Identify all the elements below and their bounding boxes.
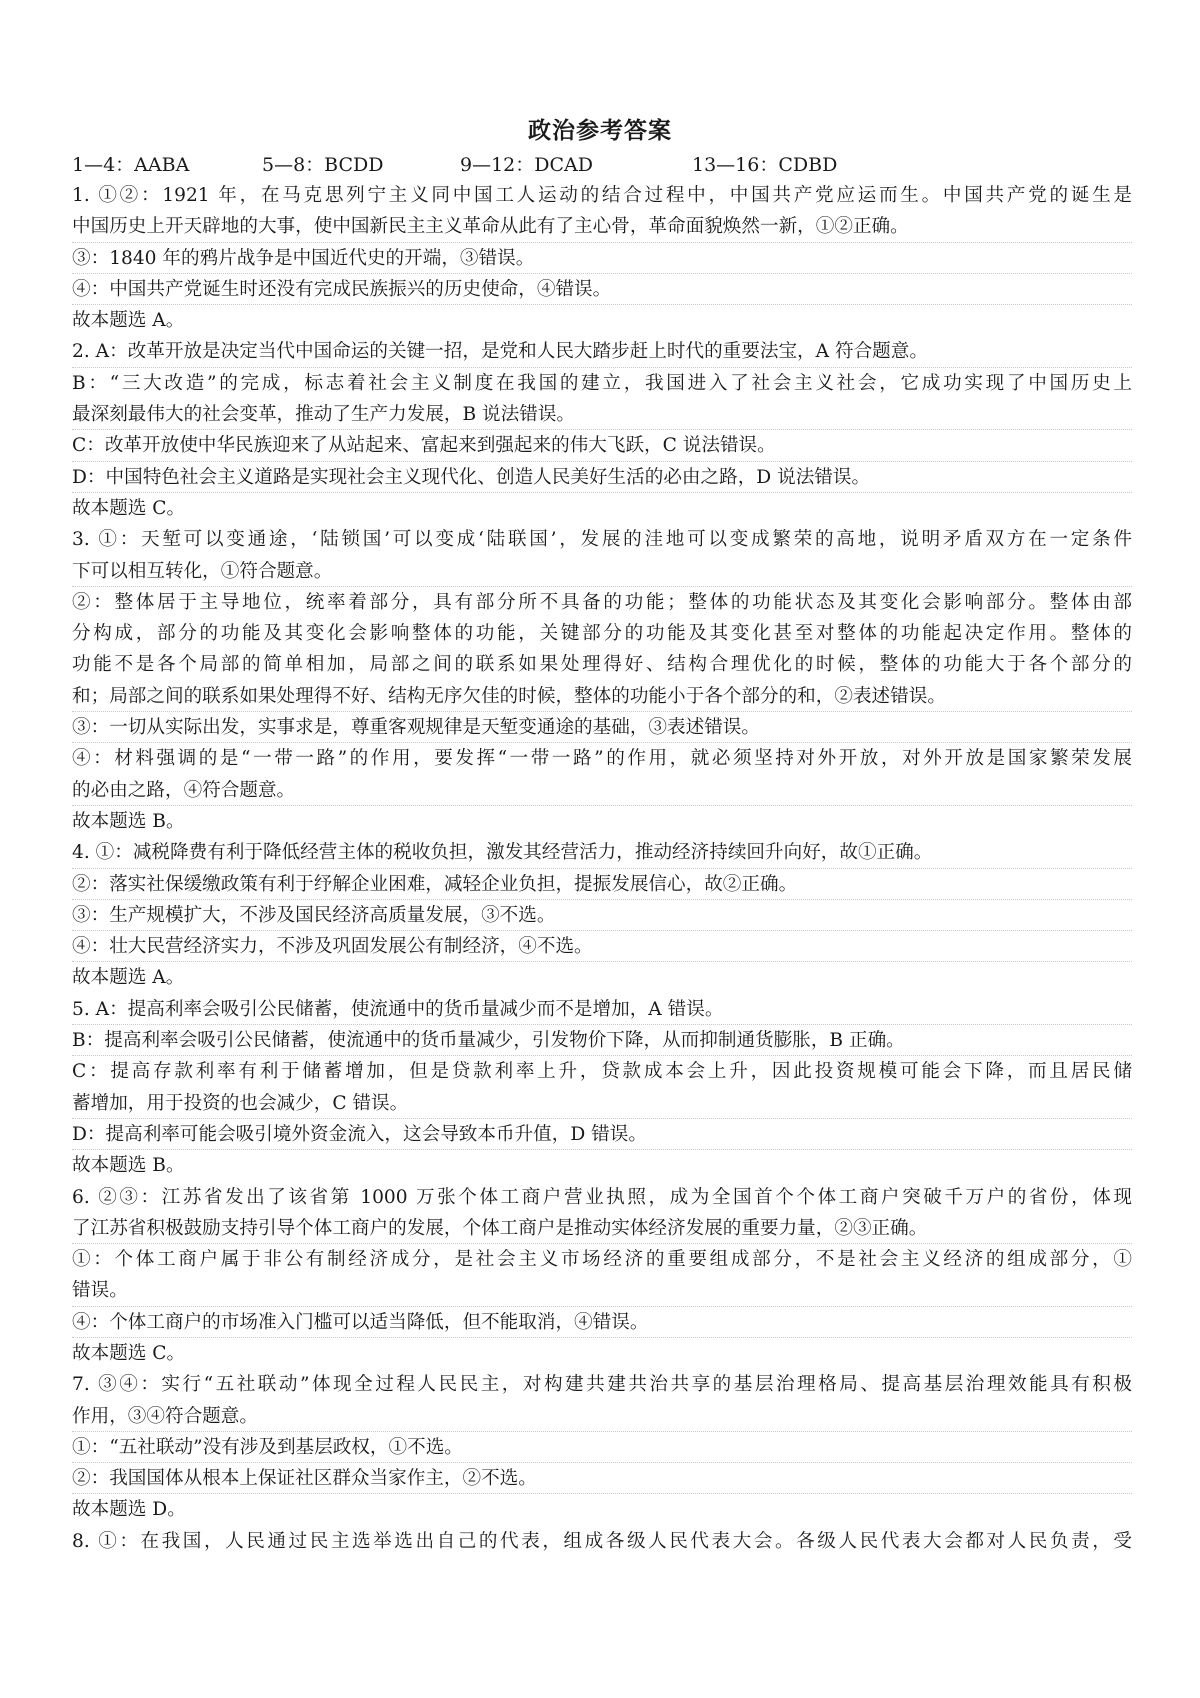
explanation-line: 故本题选 B。	[72, 810, 185, 832]
explanation-line: B：“三大改造”的完成，标志着社会主义制度在我国的建立，我国进入了社会主义社会，它成功实现了中国历史上	[72, 372, 1132, 394]
explanation-line: ④：中国共产党诞生时还没有完成民族振兴的历史使命，④错误。	[72, 274, 1132, 305]
explanation-line: 故本题选 C。	[72, 497, 186, 519]
explanation-line: ③：生产规模扩大，不涉及国民经济高质量发展，③不选。	[72, 900, 1132, 931]
explanation-line: 蓄增加，用于投资的也会减少，C 错误。	[72, 1088, 1132, 1119]
explanation-line: 5. A：提高利率会吸引公民储蓄，使流通中的货币量减少而不是增加，A 错误。	[72, 994, 1132, 1025]
explanation-line: B：提高利率会吸引公民储蓄，使流通中的货币量减少，引发物价下降，从而抑制通货膨胀，B 正确。	[72, 1025, 1132, 1056]
explanation-line: 故本题选 A。	[72, 310, 185, 332]
explanation-line: 故本题选 C。	[72, 1342, 186, 1364]
explanation-line: ①：“五社联动”没有涉及到基层政权，①不选。	[72, 1432, 1132, 1463]
explanation-line: 分构成，部分的功能及其变化会影响整体的功能，关键部分的功能及其变化甚至对整体的功能起决定作用。整体的	[72, 623, 1132, 645]
explanation-line: 6. ②③：江苏省发出了该省第 1000 万张个体工商户营业执照，成为全国首个个体工商户突破千万户的省份，体现	[72, 1186, 1132, 1208]
answer-key-13-16: 13—16：CDBD	[692, 154, 838, 176]
explanation-line: D：中国特色社会主义道路是实现社会主义现代化、创造人民美好生活的必由之路，D 说法错误。	[72, 462, 1132, 493]
explanation-line: 作用，③④符合题意。	[72, 1401, 1132, 1432]
explanation-line: 功能不是各个局部的简单相加，局部之间的联系如果处理得好、结构合理优化的时候，整体的功能大于各个部分的	[72, 654, 1132, 676]
explanation-line: 故本题选 D。	[72, 1499, 186, 1521]
explanation-line: 和；局部之间的联系如果处理得不好、结构无序欠佳的时候，整体的功能小于各个部分的和，②表述错误。	[72, 681, 1132, 712]
explanation-line: C：提高存款利率有利于储蓄增加，但是贷款利率上升，贷款成本会上升，因此投资规模可能会下降，而且居民储	[72, 1061, 1132, 1083]
explanation-line: ②：我国国体从根本上保证社区群众当家作主，②不选。	[72, 1463, 1132, 1494]
explanation-line: 8. ①：在我国，人民通过民主选举选出自己的代表，组成各级人民代表大会。各级人民代表大会都对人民负责，受	[72, 1530, 1132, 1552]
explanation-line: ④：个体工商户的市场准入门槛可以适当降低，但不能取消，④错误。	[72, 1307, 1132, 1338]
explanation-line: ③：1840 年的鸦片战争是中国近代史的开端，③错误。	[72, 243, 1132, 274]
answer-key-9-12: 9—12：DCAD	[460, 154, 593, 176]
explanation-line: 3. ①：天堑可以变通途，‘陆锁国’可以变成‘陆联国’，发展的洼地可以变成繁荣的高地，说明矛盾双方在一定条件	[72, 529, 1132, 551]
answer-key-row	[72, 150, 1132, 178]
explanation-line: ④：材料强调的是“一带一路”的作用，要发挥“一带一路”的作用，就必须坚持对外开放，对外开放是国家繁荣发展	[72, 748, 1132, 770]
explanation-line: D：提高利率可能会吸引境外资金流入，这会导致本币升值，D 错误。	[72, 1119, 1132, 1150]
explanation-line: 的必由之路，④符合题意。	[72, 775, 1132, 806]
explanation-line: ②：落实社保缓缴政策有利于纾解企业困难，减轻企业负担，提振发展信心，故②正确。	[72, 869, 1132, 900]
explanation-line: 7. ③④：实行“五社联动”体现全过程人民民主，对构建共建共治共享的基层治理格局、提高基层治理效能具有积极	[72, 1374, 1132, 1396]
explanation-line: 错误。	[72, 1275, 1132, 1306]
explanation-line: ③：一切从实际出发，实事求是，尊重客观规律是天堑变通途的基础，③表述错误。	[72, 712, 1132, 743]
answer-key-5-8: 5—8：BCDD	[262, 154, 384, 176]
explanation-line: C：改革开放使中华民族迎来了从站起来、富起来到强起来的伟大飞跃，C 说法错误。	[72, 430, 1132, 461]
explanation-line: ②：整体居于主导地位，统率着部分，具有部分所不具备的功能；整体的功能状态及其变化会影响部分。整体由部	[72, 591, 1132, 613]
explanation-line: 4. ①：减税降费有利于降低经营主体的税收负担，激发其经营活力，推动经济持续回升向好，故①正确。	[72, 837, 1132, 868]
explanation-line: 下可以相互转化，①符合题意。	[72, 556, 1132, 587]
answer-key-1-4: 1—4：AABA	[72, 154, 190, 176]
explanation-line: 2. A：改革开放是决定当代中国命运的关键一招，是党和人民大踏步赶上时代的重要法宝，A 符合题意。	[72, 336, 1132, 367]
explanation-line: ①：个体工商户属于非公有制经济成分，是社会主义市场经济的重要组成部分，不是社会主义经济的组成部分，①	[72, 1249, 1132, 1271]
explanation-line: 最深刻最伟大的社会变革，推动了生产力发展，B 说法错误。	[72, 399, 1132, 430]
explanation-line: ④：壮大民营经济实力，不涉及巩固发展公有制经济，④不选。	[72, 931, 1132, 962]
explanation-body	[72, 180, 1132, 1557]
explanation-line: 1. ①②：1921 年，在马克思列宁主义同中国工人运动的结合过程中，中国共产党应运而生。中国共产党的诞生是	[72, 185, 1132, 206]
explanation-line: 中国历史上开天辟地的大事，使中国新民主主义革命从此有了主心骨，革命面貌焕然一新，①②正确。	[72, 211, 1132, 242]
page-title: 政治参考答案	[528, 117, 672, 144]
explanation-line: 故本题选 B。	[72, 1155, 185, 1177]
explanation-line: 故本题选 A。	[72, 967, 185, 989]
explanation-line: 了江苏省积极鼓励支持引导个体工商户的发展，个体工商户是推动实体经济发展的重要力量，②③正确。	[72, 1213, 1132, 1244]
